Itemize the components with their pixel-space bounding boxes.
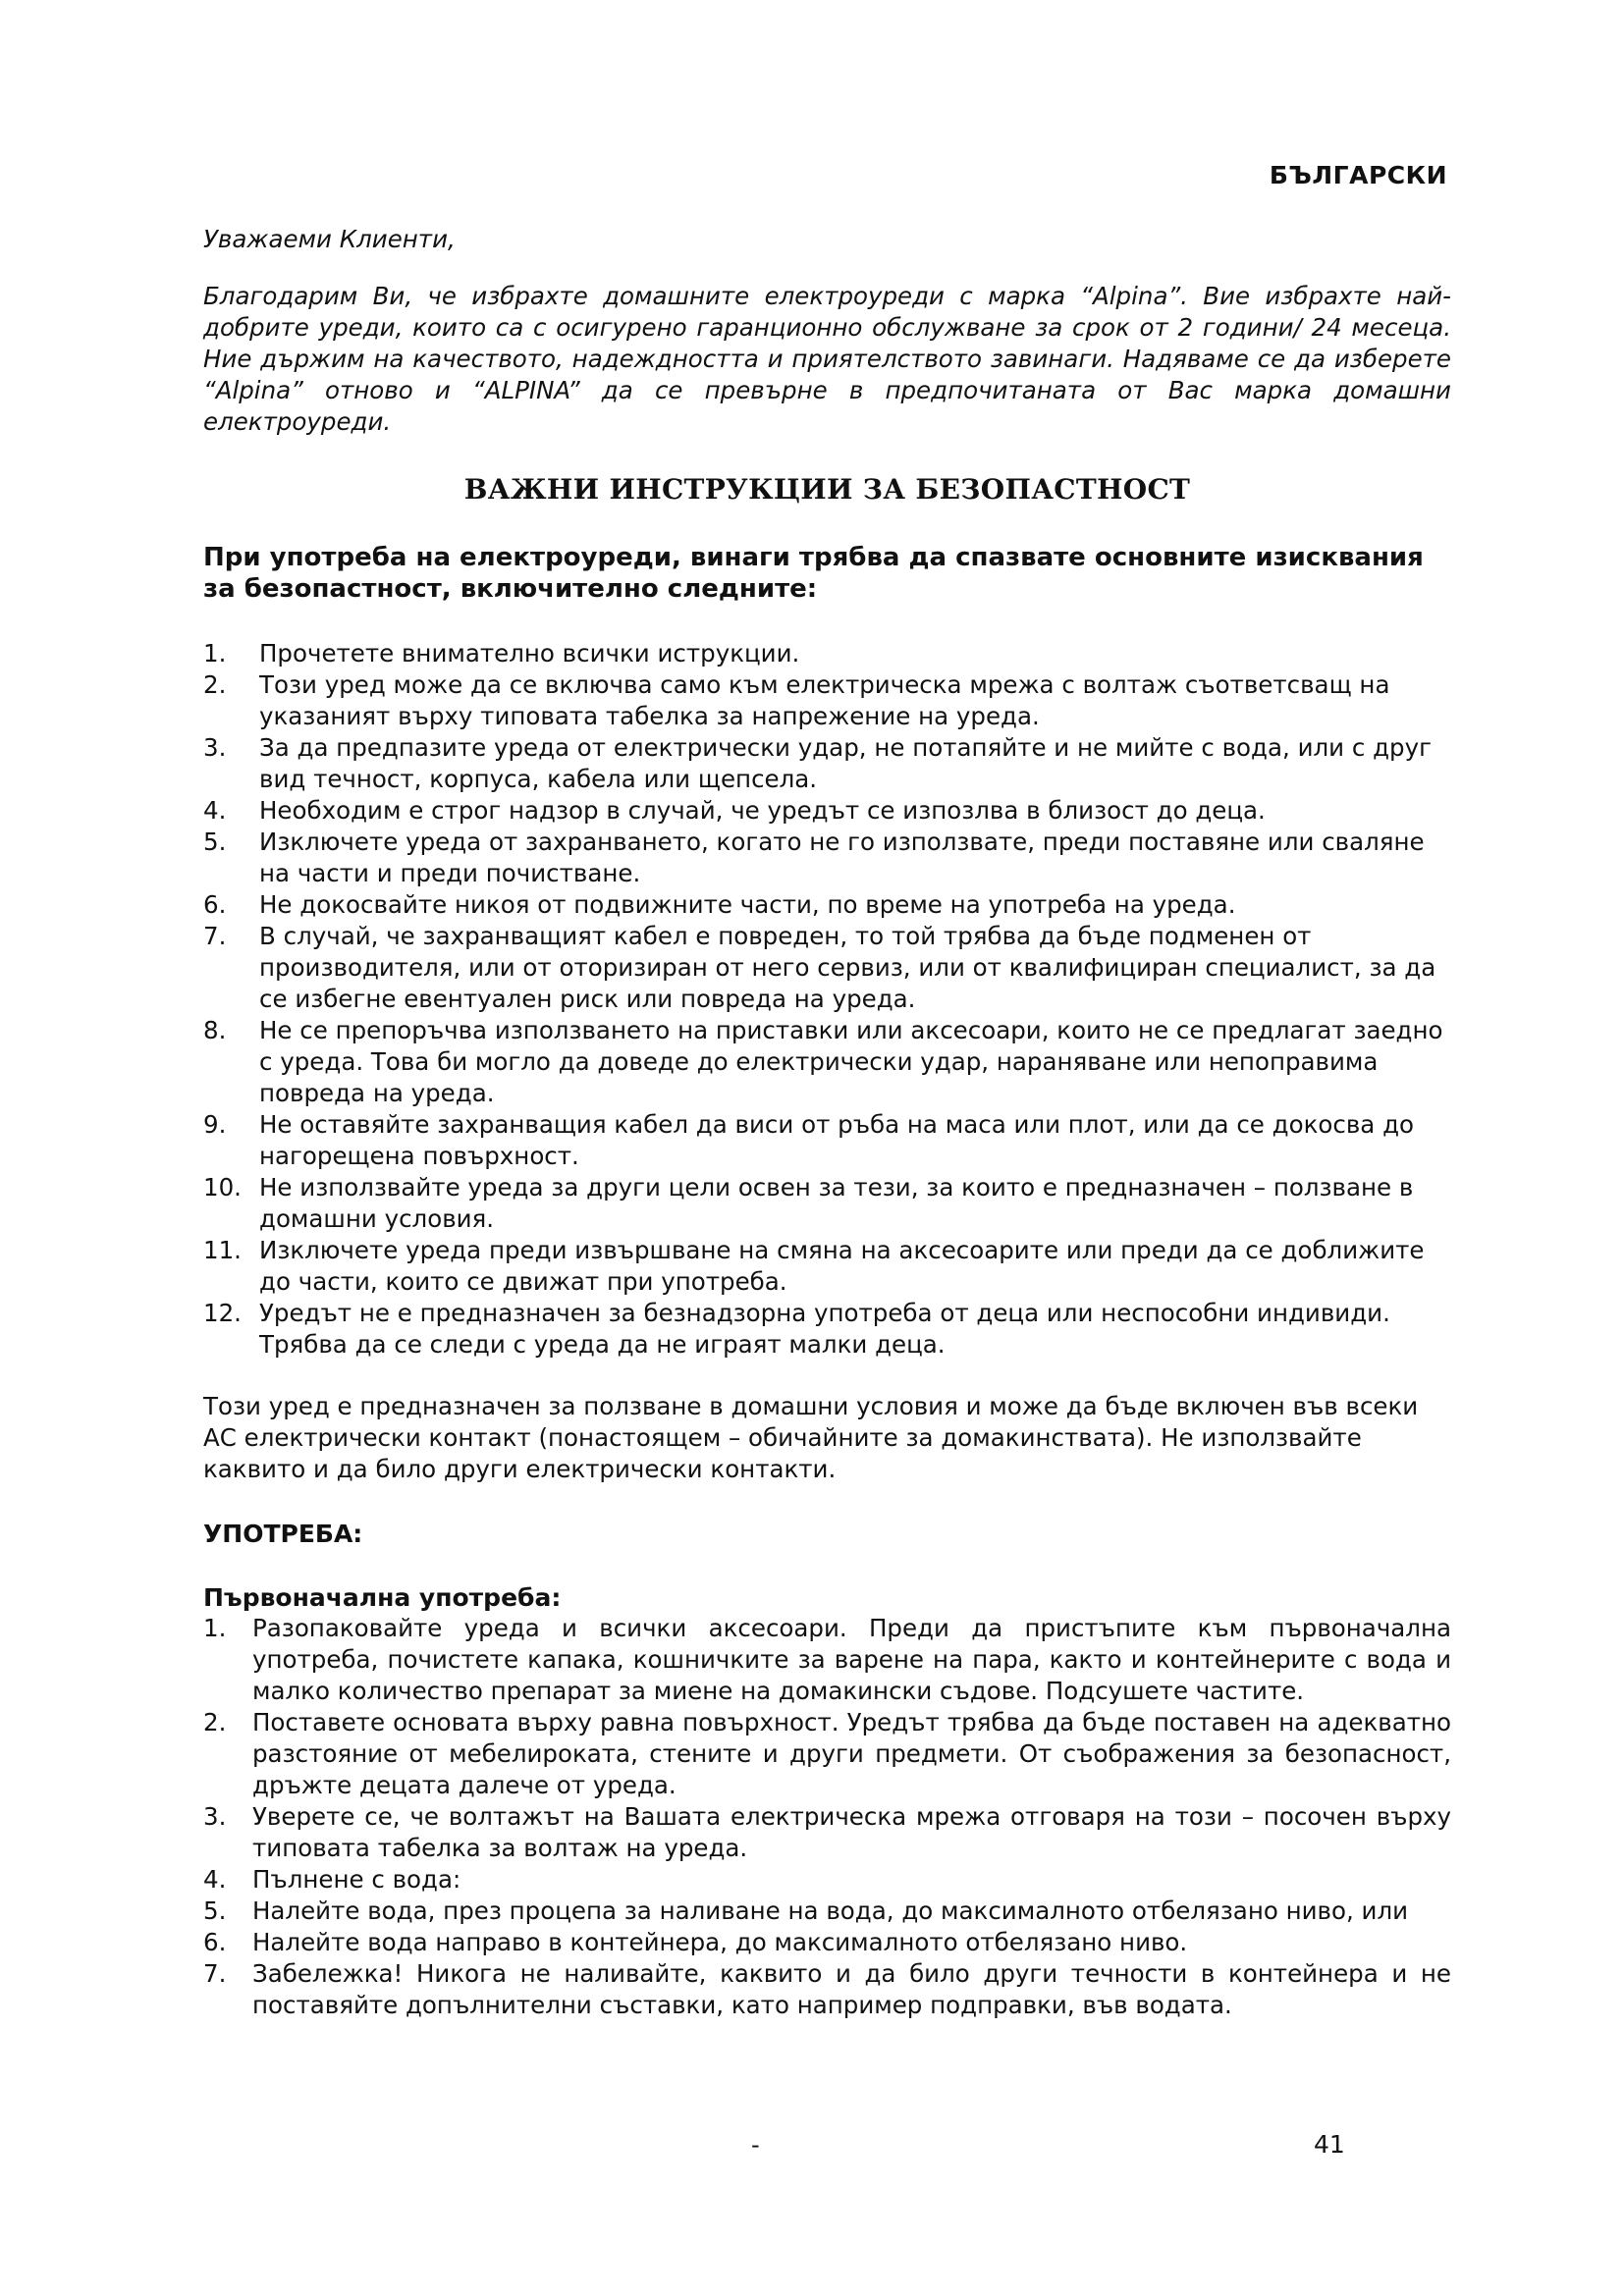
safety-title: ВАЖНИ ИНСТРУКЦИИ ЗА БЕЗОПАСТНОСТ	[463, 473, 1191, 506]
list-item	[203, 1172, 1451, 1235]
list-item	[203, 1613, 1451, 1707]
initial-use-title: Първоначална употреба:	[203, 1583, 562, 1612]
list-item	[203, 1927, 1451, 1958]
item-text: Разопаковайте уреда и всички аксесоари. Преди да пристъпите към първоначална употреба, почистете капака, кошничките за варене на пара, както и контейнерите с вода и малко количество препарат за миене на домакински съдове. Подсушете частите.	[252, 1614, 1451, 1705]
item-number: 5.	[203, 1896, 227, 1925]
item-text: Изключете уреда преди извършване на смяна на аксесоарите или преди да се доближите до части, които се движат при употреба.	[259, 1236, 1425, 1296]
item-number: 7.	[203, 922, 227, 950]
item-text: Необходим е строг надзор в случай, че уредът се изпозлва в близост до деца.	[259, 796, 1266, 825]
list-item	[203, 732, 1451, 795]
list-item	[203, 795, 1451, 827]
item-number: 4.	[203, 796, 227, 825]
language-heading: БЪЛГАРСКИ	[1269, 161, 1447, 189]
item-text: Уверете се, че волтажът на Вашата електрическа мрежа отговаря на този – посочен върху типовата табелка за волтаж на уреда.	[252, 1802, 1451, 1862]
list-item	[203, 1707, 1451, 1801]
intro-paragraph: Благодарим Ви, че избрахте домашните електроуреди с марка “Alpina”. Вие избрахте най-добрите уреди, които са с осигурено гаранционно обслужване за срок от 2 години/ 24 месеца. Ние държим на качеството, надеждността и приятелството завинаги. Надяваме се да изберете “Alpina” отново и “ALPINA” да се превърне в предпочитаната от Вас марка домашни електроуреди.	[203, 282, 1451, 436]
item-text: Не използвайте уреда за други цели освен за тези, за които е предназначен – ползване в домашни условия.	[259, 1173, 1414, 1233]
usage-title: УПОТРЕБА:	[203, 1520, 363, 1548]
item-number: 11.	[203, 1236, 242, 1264]
item-number: 9.	[203, 1110, 227, 1139]
item-number: 12.	[203, 1299, 242, 1327]
item-text: Не оставяйте захранващия кабел да виси от ръба на маса или плот, или да се докосва до нагорещена повърхност.	[259, 1110, 1415, 1170]
list-item	[203, 1298, 1451, 1361]
item-number: 7.	[203, 1959, 227, 1988]
item-text: Изключете уреда от захранването, когато не го използвате, преди поставяне или сваляне на части и преди почистване.	[259, 828, 1425, 887]
page-number: 41	[1314, 2130, 1345, 2159]
item-number: 6.	[203, 1928, 227, 1956]
item-number: 1.	[203, 1614, 227, 1642]
item-number: 2.	[203, 670, 227, 699]
item-text: Налейте вода направо в контейнера, до максималното отбелязано ниво.	[252, 1928, 1188, 1956]
usage-list	[203, 1613, 1451, 2021]
item-number: 10.	[203, 1173, 242, 1201]
item-text: Забележка! Никога не наливайте, каквито и да било други течности в контейнера и не поставяйте допълнителни съставки, като например подправки, във водата.	[252, 1959, 1451, 2019]
list-item	[203, 921, 1451, 1015]
list-item	[203, 827, 1451, 889]
item-text: За да предпазите уреда от електрически удар, не потапяйте и не мийте с вода, или с друг вид течност, корпуса, кабела или щепсела.	[259, 733, 1432, 793]
item-number: 3.	[203, 733, 227, 762]
item-text: Този уред може да се включва само към електрическа мрежа с волтаж съответсващ на указаният върху типовата табелка за напрежение на уреда.	[259, 670, 1390, 730]
list-item	[203, 1896, 1451, 1927]
item-number: 3.	[203, 1802, 227, 1831]
item-text: Пълнене с вода:	[252, 1865, 461, 1894]
item-text: Прочетете внимателно всички иструкции.	[259, 639, 800, 667]
item-number: 4.	[203, 1865, 227, 1894]
item-number: 1.	[203, 639, 227, 667]
item-text: Поставете основата върху равна повърхност. Уредът трябва да бъде поставен на адекватно разстояние от мебелироката, стените и други предмети. От съображения за безопасност, дръжте децата далече от уреда.	[252, 1708, 1451, 1799]
list-item	[203, 1958, 1451, 2021]
item-text: Уредът не е предназначен за безнадзорна употреба от деца или неспособни индивиди. Трябва да се следи с уреда да не играят малки деца.	[259, 1299, 1390, 1359]
item-number: 2.	[203, 1708, 227, 1736]
safety-list	[203, 638, 1451, 1361]
item-text: Не докосвайте никоя от подвижните части, по време на употреба на уреда.	[259, 890, 1236, 919]
safety-lead: При употреба на електроуреди, винаги трябва да спазвате основните изисквания за безопастност, включително следните:	[203, 543, 1424, 604]
item-text: Налейте вода, през процепа за наливане на вода, до максималното отбелязано ниво, или	[252, 1896, 1409, 1925]
footer-dash: -	[751, 2131, 760, 2159]
list-item	[203, 1109, 1451, 1172]
greeting: Уважаеми Клиенти,	[203, 225, 456, 253]
item-text: Не се препоръчва използването на приставки или аксесоари, които не се предлагат заедно с уреда. Това би могло да доведе до електрически удар, нараняване или непоправима повреда на уреда.	[259, 1016, 1443, 1107]
item-number: 5.	[203, 828, 227, 856]
item-number: 6.	[203, 890, 227, 919]
list-item	[203, 889, 1451, 921]
list-item	[203, 669, 1451, 732]
item-text: В случай, че захранващият кабел е повреден, то той трябва да бъде подменен от производителя, или от оторизиран от него сервиз, или от квалифициран специалист, за да се избегне евентуален риск или повреда на уреда.	[259, 922, 1436, 1013]
item-number: 8.	[203, 1016, 227, 1044]
list-item	[203, 1801, 1451, 1864]
list-item	[203, 638, 1451, 669]
list-item	[203, 1015, 1451, 1109]
list-item	[203, 1864, 1451, 1896]
power-note: Този уред е предназначен за ползване в домашни условия и може да бъде включен във всеки АС електрически контакт (понастоящем – обичайните за домакинствата). Не използвайте каквито и да било други електрически контакти.	[203, 1392, 1419, 1483]
list-item	[203, 1235, 1451, 1298]
